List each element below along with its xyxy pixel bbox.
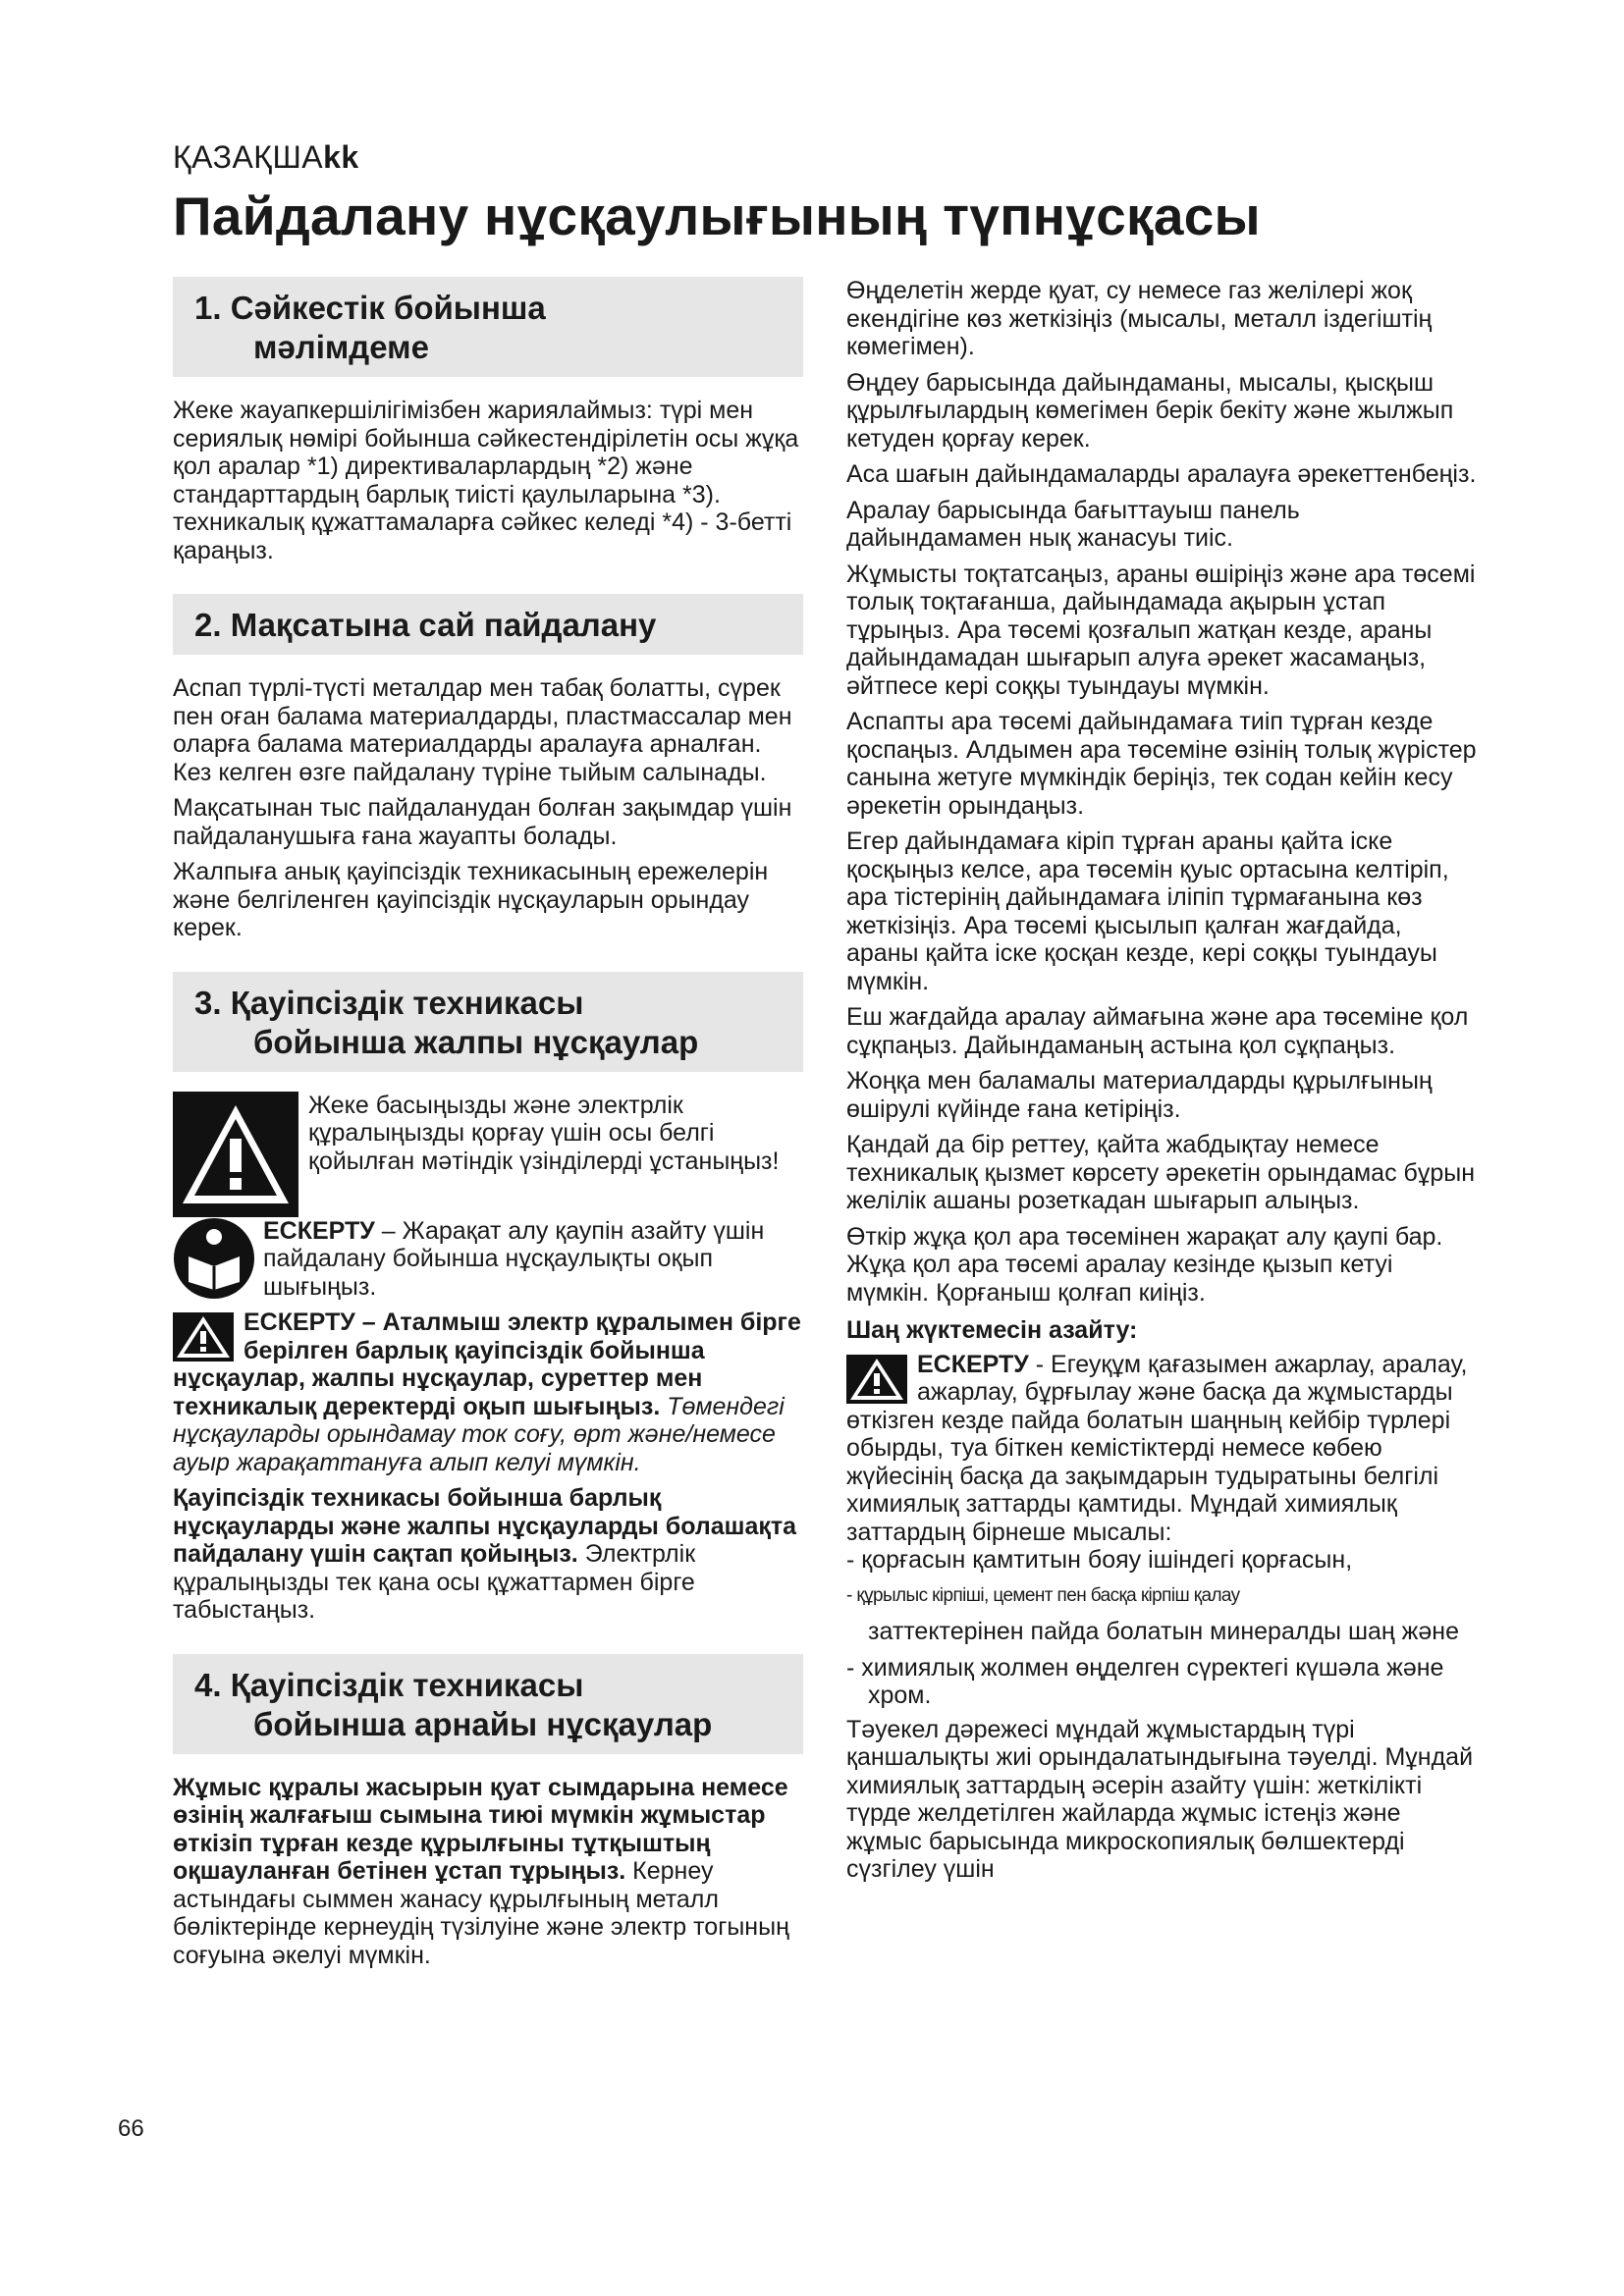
- intended-use-text: Аспап түрлі-түсті металдар мен табақ болатты, сүрек пен оған балама материалдарды, пластмассалар мен оларға балама материалдарды аралауға арналған. Кез келген өзге пайдалану түріне тыйым салынады.: [173, 674, 792, 786]
- keep-instructions-text: Қауіпсіздік техникасы бойынша барлық нұсқауларды және жалпы нұсқауларды болашақта пайдалану үшін сақтап қойыңыз. Электрлік құралыңызды тек қана осы құжаттармен бірге табыстаңыз.: [173, 1484, 797, 1624]
- general-rules-text: Жалпыға анық қауіпсіздік техникасының ережелерін және белгіленген қауіпсіздік нұсқауларын орындау керек.: [173, 858, 769, 941]
- section-3-heading: 3. Қауіпсіздік техникасы бойынша жалпы нұсқаулар: [173, 972, 803, 1072]
- page-title: Пайдалану нұсқаулығының түпнұсқасы: [173, 186, 1261, 246]
- warning-triangle-icon: [173, 1092, 298, 1217]
- section-2-heading: 2. Мақсатына сай пайдалану: [173, 594, 803, 655]
- warning-triangle-icon: [173, 1312, 234, 1362]
- liability-text: Мақсатынан тыс пайдаланудан болған зақымдар үшін пайдаланушыға ғана жауапты болады.: [173, 794, 792, 850]
- right-paragraph: Егер дайындамаға кіріп тұрған араны қайта іске қосқыңыз келсе, ара төсемін қуыс ортасына келтіріп, ара тістерінің дайындамаға іліпіп тұрмағанына көз жеткізіңіз. Ара төсемі қысылып қалған жағдайда, араны қайта іске қосқан кезде, кері соққы туындауы мүмкін.: [846, 828, 1449, 995]
- page-number: 66: [118, 2115, 144, 2142]
- right-paragraph: Еш жағдайда аралау аймағына және ара төсеміне қол сұқпаңыз. Дайындаманың астына қол сұқпаңыз.: [846, 1003, 1469, 1059]
- right-paragraph: Аралау барысында бағыттауыш панель дайындамамен нық жанасуы тиіс.: [846, 496, 1300, 552]
- language-label: ҚАЗАҚШАkk: [173, 139, 359, 175]
- left-column: [173, 277, 803, 1977]
- right-paragraph: Өңделетін жерде қуат, су немесе газ желілері жоқ екендігіне көз жеткізіңіз (мысалы, металл іздегіштің көмегімен).: [846, 277, 1433, 360]
- read-manual-note: ЕСКЕРТУ – Жарақат алу қаупін азайту үшін пайдалану бойынша нұсқаулықты оқып шығыңыз.: [173, 1217, 803, 1309]
- right-paragraph: Өткір жұқа қол ара төсемінен жарақат алу қаупі бар. Жұқа қол ара төсемі аралау кезінде қызып кетуі мүмкін. Қорғаныш қолғап киіңіз.: [846, 1222, 1443, 1307]
- list-item: - қорғасын қамтитын бояу ішіндегі қорғасын,: [846, 1546, 1353, 1574]
- right-paragraph: Аса шағын дайындамаларды аралауға әрекеттенбеңіз.: [846, 460, 1477, 488]
- dust-warning: ЕСКЕРТУ - Егеуқұм қағазымен ажарлау, аралау, ажарлау, бұрғылау және басқа да жұмыстарды өткізген кезде пайда болатын шаңның кейбір түрлері обырды, туа біткен кемістіктерді немесе көбею жүйесінің басқа да зақымдарын тудыратыны белгілі химиялық заттарды қамтиды. Мұндай химиялық заттардың бірнеше мысалы:: [846, 1350, 1468, 1546]
- hidden-wires-text: Жұмыс құралы жасырын қуат сымдарына немесе өзінің жалғағыш сымына тиюі мүмкін жұмыстар өткізіп тұрған кезде құрылғыны тұтқыштың оқшауланған бетінен ұстап тұрыңыз. Кернеу астындағы сыммен жанасу құрылғының металл бөліктерінде кернеудің түзілуіне және электр тогының соғуына әкелуі мүмкін.: [173, 1773, 789, 1969]
- right-paragraph: Қандай да бір реттеу, қайта жабдықтау немесе техникалық қызмет көрсету әрекетін орындамас бұрын желілік ашаны розеткадан шығарып алыңыз.: [846, 1131, 1476, 1214]
- list-item: - құрылыс кірпіші, цемент пен басқа кірпіш қалау: [846, 1584, 1240, 1606]
- right-paragraph: Аспапты ара төсемі дайындамаға тиіп тұрған кезде қоспаңыз. Алдымен ара төсеміне өзінің толық жүрістер санына жетуге мүмкіндік беріңіз, тек содан кейін кесу әрекетін орындаңыз.: [846, 708, 1477, 820]
- section-1-heading: 1. Сәйкестік бойынша мәлімдеме: [173, 277, 803, 377]
- warning-triangle-icon: [846, 1355, 907, 1404]
- read-all-warning: ЕСКЕРТУ – Аталмыш электр құралымен бірге берілген барлық қауіпсіздік бойынша нұсқаулар, жалпы нұсқаулар, суреттер мен техникалық деректерді оқып шығыңыз. Төмендегі нұсқауларды орындамау ток соғу, өрт және/немесе ауыр жарақаттануға алып келуі мүмкін.: [173, 1308, 801, 1476]
- section-4-heading: 4. Қауіпсіздік техникасы бойынша арнайы нұсқаулар: [173, 1654, 803, 1754]
- right-column: [846, 277, 1481, 1892]
- right-paragraph: Тәуекел дәрежесі мұндай жұмыстардың түрі қаншалықты жиі орындалатындығына тәуелді. Мұндай химиялық заттардың әсерін азайту үшін: жеткілікті түрде желдетілген жайларда жұмыс істеңіз және жұмыс барысында микроскопиялық бөлшектерді сүзгілеу үшін: [846, 1715, 1474, 1883]
- list-item: - химиялық жолмен өңделген сүректегі күшәла және хром.: [846, 1653, 1444, 1709]
- right-paragraph: Жұмысты тоқтатсаңыз, араны өшіріңіз және ара төсемі толық тоқтағанша, дайындамада ақырын ұстап тұрыңыз. Ара төсемі қозғалып жатқан кезде, араны дайындамадан шығарып алуға әрекет жасамаңыз, әйтпесе кері соққы туындауы мүмкін.: [846, 560, 1476, 700]
- declaration-text: Жеке жауапкершілігімізбен жариялаймыз: түрі мен сериялық нөмірі бойынша сәйкестендірілетін осы жұқа қол аралар *1) директиваларлардың *2) және стандарттардың барлық тиісті қаулыларына *3). техникалық құжаттамаларға сәйкес келеді *4) - 3-бетті қараңыз.: [173, 397, 799, 564]
- read-manual-icon: [173, 1217, 255, 1300]
- warning-symbol-note: Жеке басыңызды және электрлік құралыңызды қорғау үшін осы белгі қойылған мәтіндік үзінділерді ұстаныңыз!: [173, 1092, 803, 1217]
- right-paragraph: Жоңқа мен баламалы материалдарды құрылғының өшірулі күйінде ғана кетіріңіз.: [846, 1067, 1433, 1123]
- list-item: заттектерінен пайда болатын минералды шаң және: [868, 1618, 1459, 1645]
- dust-heading: Шаң жүктемесін азайту:: [846, 1316, 1138, 1344]
- right-paragraph: Өңдеу барысында дайындаманы, мысалы, қысқыш құрылғылардың көмегімен берік бекіту және жылжып кетуден қорғау керек.: [846, 368, 1454, 453]
